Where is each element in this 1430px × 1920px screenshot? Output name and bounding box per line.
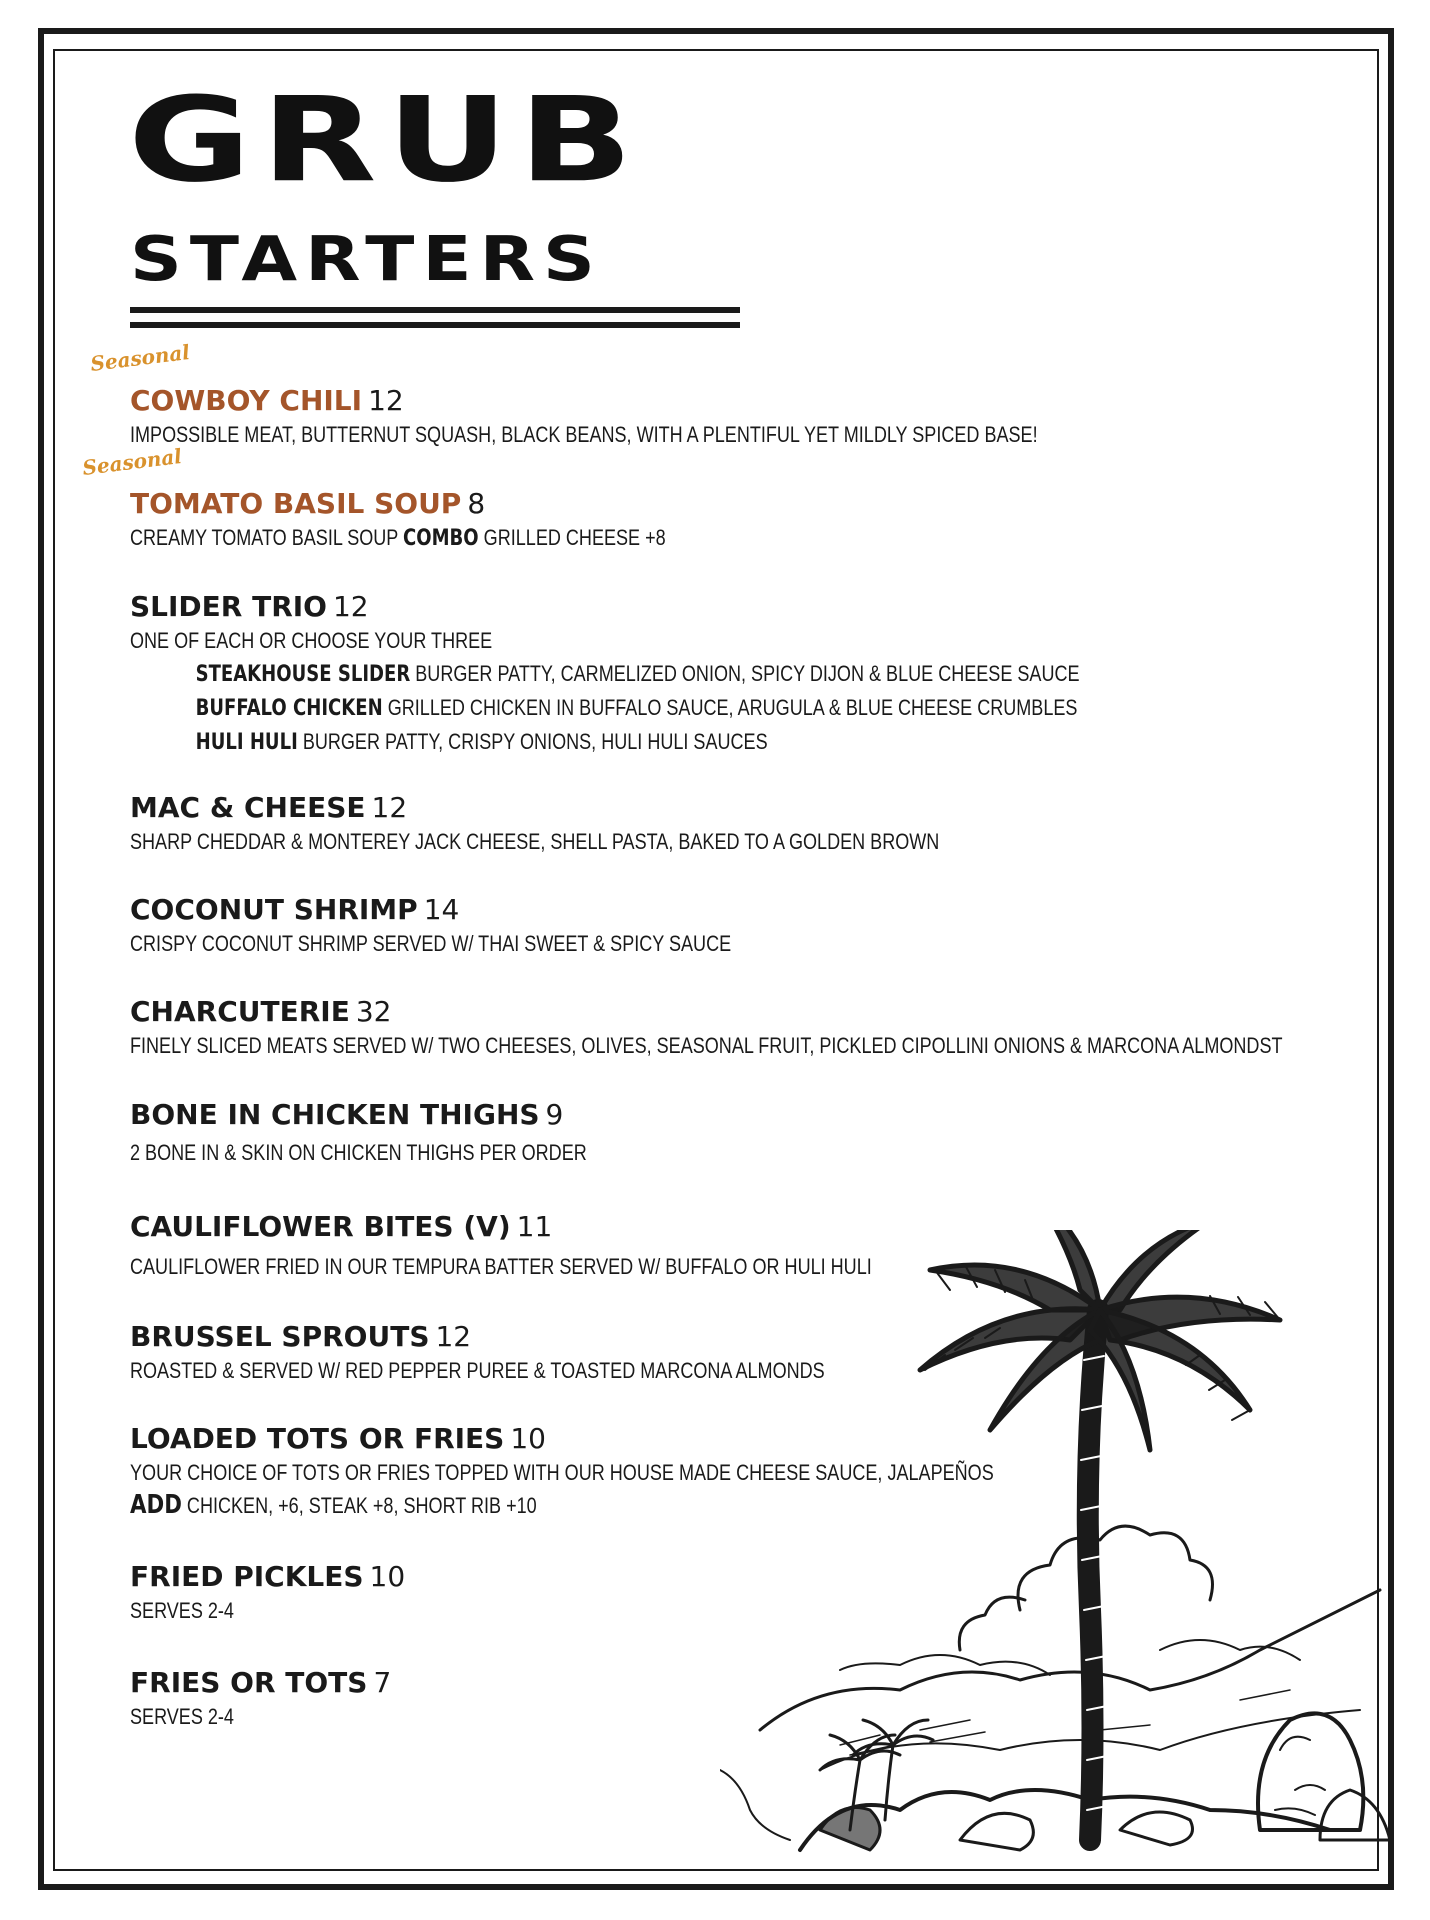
item-name: COCONUT SHRIMP bbox=[130, 893, 418, 926]
palm-tree-illustration bbox=[720, 1230, 1400, 1870]
item-price: 7 bbox=[373, 1666, 392, 1699]
item-description: IMPOSSIBLE MEAT, BUTTERNUT SQUASH, BLACK BEANS, WITH A PLENTIFUL YET MILDLY SPICED BASE! bbox=[130, 422, 1038, 447]
item-name-row bbox=[130, 791, 1270, 825]
item-name-row bbox=[130, 487, 1270, 521]
item-description: SERVES 2-4 bbox=[130, 1704, 234, 1729]
item-price: 32 bbox=[355, 995, 392, 1028]
item-price: 8 bbox=[467, 487, 486, 520]
section-title: STARTERS bbox=[130, 222, 603, 295]
item-name: FRIED PICKLES bbox=[130, 1560, 364, 1593]
item-price: 10 bbox=[510, 1422, 546, 1455]
item-price: 12 bbox=[332, 590, 369, 623]
sub-item: BUFFALO CHICKEN GRILLED CHICKEN IN BUFFALO SAUCE, ARUGULA & BLUE CHEESE CRUMBLES bbox=[195, 695, 1078, 721]
item-name: BONE IN CHICKEN THIGHS bbox=[130, 1098, 540, 1131]
title-rule-bottom bbox=[130, 322, 740, 328]
item-name-row bbox=[130, 384, 1270, 418]
item-name: SLIDER TRIO bbox=[130, 590, 327, 623]
item-name-row bbox=[130, 893, 1270, 927]
item-addons: ADD CHICKEN, +6, STEAK +8, SHORT RIB +10 bbox=[130, 1490, 537, 1520]
item-price: 12 bbox=[435, 1320, 472, 1353]
sub-item: HULI HULI BURGER PATTY, CRISPY ONIONS, HULI HULI SAUCES bbox=[195, 729, 768, 755]
item-price: 14 bbox=[423, 893, 460, 926]
item-price: 11 bbox=[516, 1210, 553, 1243]
item-description: ROASTED & SERVED W/ RED PEPPER PUREE & TOASTED MARCONA ALMONDS bbox=[130, 1358, 825, 1383]
menu-item bbox=[130, 893, 1270, 960]
menu-item bbox=[130, 791, 1270, 858]
item-description: YOUR CHOICE OF TOTS OR FRIES TOPPED WITH OUR HOUSE MADE CHEESE SAUCE, JALAPEÑOS bbox=[130, 1460, 994, 1485]
item-name: COWBOY CHILI bbox=[130, 384, 363, 417]
item-name: CAULIFLOWER BITES (V) bbox=[130, 1210, 511, 1243]
item-description: SERVES 2-4 bbox=[130, 1598, 234, 1623]
menu-item bbox=[130, 1098, 1270, 1169]
menu-item bbox=[130, 995, 1283, 1062]
item-name: MAC & CHEESE bbox=[130, 791, 366, 824]
item-price: 10 bbox=[369, 1560, 406, 1593]
menu-item bbox=[130, 590, 1270, 759]
item-description: ONE OF EACH OR CHOOSE YOUR THREE bbox=[130, 628, 493, 653]
item-name: LOADED TOTS OR FRIES bbox=[130, 1422, 505, 1455]
item-name: FRIES OR TOTS bbox=[130, 1666, 368, 1699]
title-rule-top bbox=[130, 307, 740, 313]
combo-label: COMBO bbox=[403, 526, 479, 551]
item-name-row bbox=[130, 1098, 1270, 1132]
item-name: BRUSSEL SPROUTS bbox=[130, 1320, 430, 1353]
item-name-row bbox=[130, 590, 1270, 624]
item-name: CHARCUTERIE bbox=[130, 995, 350, 1028]
item-price: 9 bbox=[545, 1098, 564, 1131]
item-description: FINELY SLICED MEATS SERVED W/ TWO CHEESES, OLIVES, SEASONAL FRUIT, PICKLED CIPOLLINI ONIONS & MARCONA ALMONDST bbox=[130, 1033, 1283, 1058]
item-description: CRISPY COCONUT SHRIMP SERVED W/ THAI SWEET & SPICY SAUCE bbox=[130, 931, 732, 956]
item-name-row bbox=[130, 995, 1270, 1029]
menu-title: GRUB bbox=[128, 72, 643, 209]
item-description: CREAMY TOMATO BASIL SOUP COMBO GRILLED CHEESE +8 bbox=[130, 525, 666, 551]
item-price: 12 bbox=[371, 791, 408, 824]
sub-item: STEAKHOUSE SLIDER BURGER PATTY, CARMELIZED ONION, SPICY DIJON & BLUE CHEESE SAUCE bbox=[195, 661, 1080, 687]
add-label: ADD bbox=[130, 1490, 182, 1520]
item-description: SHARP CHEDDAR & MONTEREY JACK CHEESE, SHELL PASTA, BAKED TO A GOLDEN BROWN bbox=[130, 829, 940, 854]
menu-item bbox=[130, 384, 1270, 451]
seasonal-label: Seasonal bbox=[81, 444, 184, 480]
seasonal-label: Seasonal bbox=[89, 340, 192, 376]
menu-item bbox=[130, 487, 1270, 555]
item-name: TOMATO BASIL SOUP bbox=[130, 487, 462, 520]
item-description: 2 BONE IN & SKIN ON CHICKEN THIGHS PER ORDER bbox=[130, 1140, 587, 1165]
item-description: CAULIFLOWER FRIED IN OUR TEMPURA BATTER SERVED W/ BUFFALO OR HULI HULI bbox=[130, 1254, 872, 1279]
item-price: 12 bbox=[368, 384, 404, 417]
